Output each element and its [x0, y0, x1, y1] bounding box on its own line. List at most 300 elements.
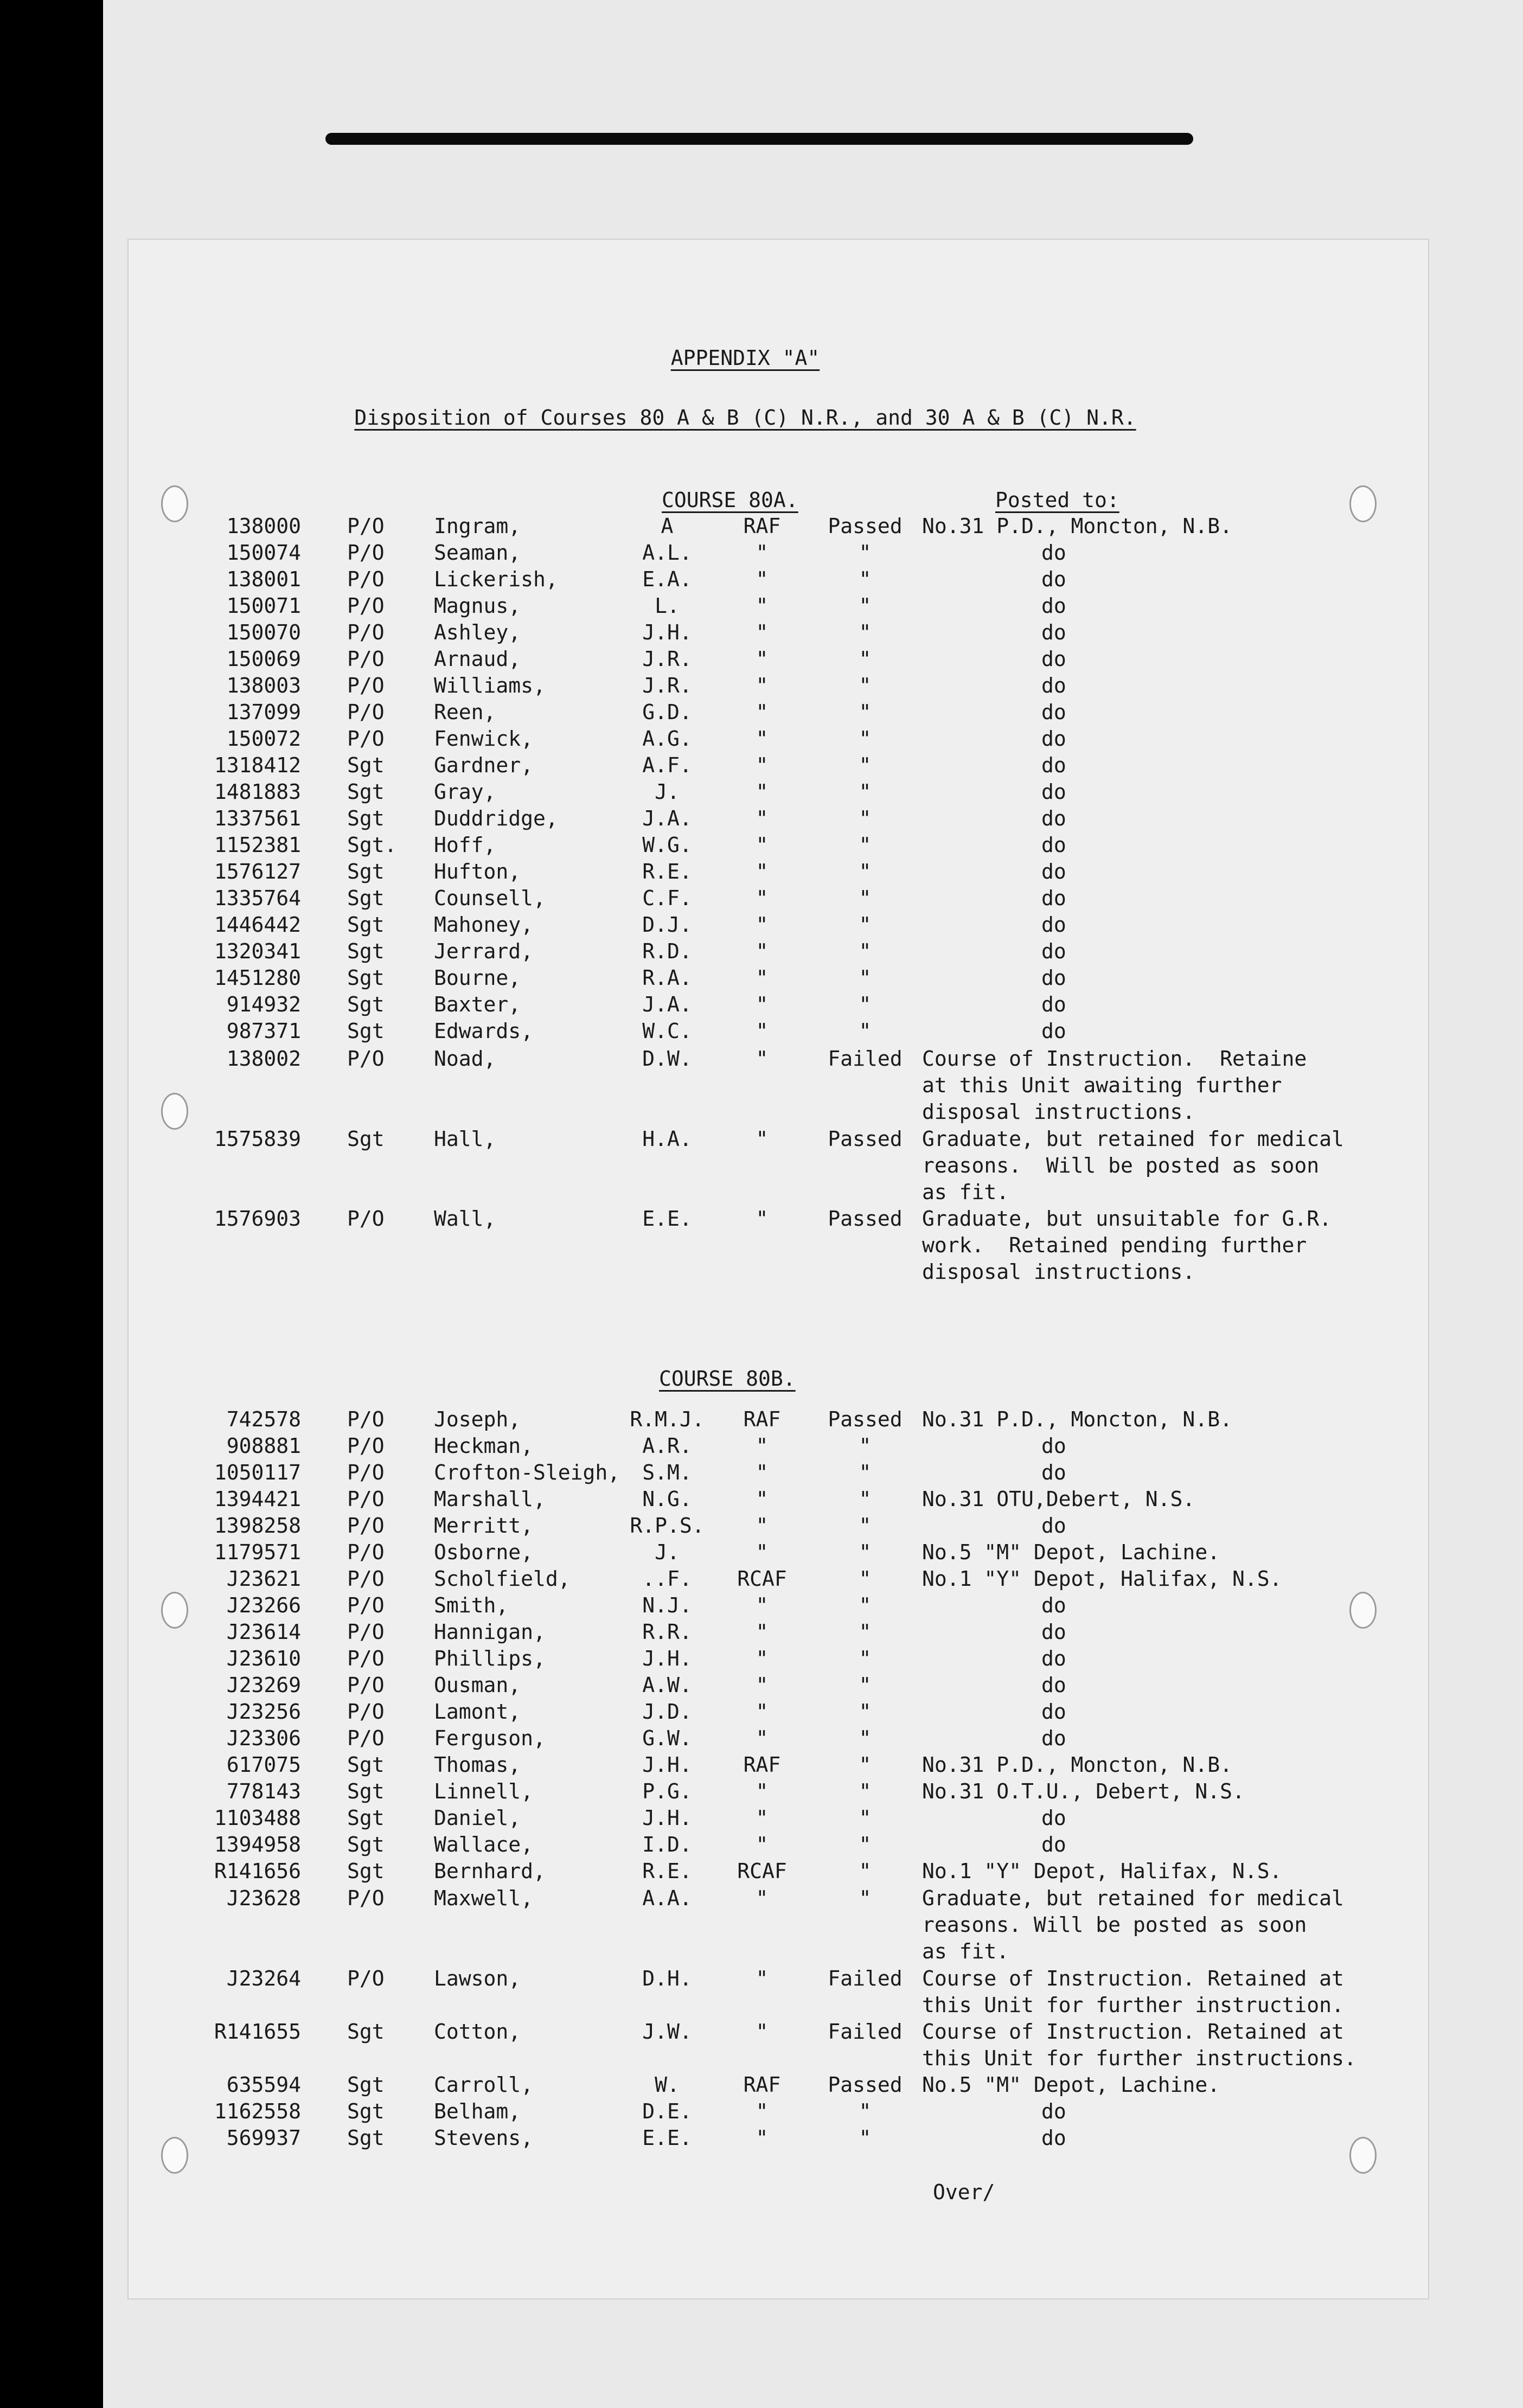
result: " [859, 860, 872, 883]
surname: Wallace, [434, 1833, 534, 1856]
table-row [0, 727, 1523, 753]
remarks-line: disposal instructions. [922, 1100, 1195, 1124]
result: " [859, 594, 872, 618]
initials: R.E. [642, 1859, 692, 1883]
rank: Sgt [347, 992, 385, 1016]
result: Failed [828, 1047, 903, 1071]
rank: Sgt [347, 2099, 385, 2123]
surname: Counsell, [434, 886, 546, 910]
initials: D.H. [642, 1967, 692, 1990]
surname: Seaman, [434, 541, 521, 565]
air-force: " [756, 886, 769, 910]
rank: P/O [347, 1886, 385, 1910]
surname: Cotton, [434, 2020, 521, 2044]
air-force: " [756, 860, 769, 883]
service-number: 150070 [226, 620, 301, 644]
table-row [0, 833, 1523, 859]
rank: P/O [347, 1434, 385, 1458]
initials: R.E. [642, 860, 692, 883]
surname: Osborne, [434, 1540, 534, 1564]
posted-to: do [1041, 567, 1066, 591]
posted-to: No.1 "Y" Depot, Halifax, N.S. [922, 1567, 1282, 1591]
surname: Marshall, [434, 1487, 546, 1511]
table-row [0, 620, 1523, 646]
table-row [0, 913, 1523, 939]
result: " [859, 2126, 872, 2150]
service-number: 617075 [226, 1753, 301, 1777]
initials: N.J. [642, 1593, 692, 1617]
posted-to: do [1041, 1806, 1066, 1830]
appendix-title: APPENDIX "A" [670, 346, 820, 370]
posted-to: No.5 "M" Depot, Lachine. [922, 1540, 1220, 1564]
table-row [0, 1806, 1523, 1832]
result: " [859, 1700, 872, 1724]
air-force: " [756, 833, 769, 857]
surname: Carroll, [434, 2073, 534, 2097]
posted-to: No.5 "M" Depot, Lachine. [922, 2073, 1220, 2097]
service-number: 1394421 [214, 1487, 301, 1511]
rank: P/O [347, 1461, 385, 1484]
initials: E.E. [642, 2126, 692, 2150]
initials: D.E. [642, 2099, 692, 2123]
rank: Sgt [347, 1127, 385, 1151]
table-row [0, 1461, 1523, 1487]
rank: P/O [347, 1207, 385, 1231]
service-number: J23614 [226, 1620, 301, 1644]
result: " [859, 727, 872, 751]
air-force: " [756, 700, 769, 724]
air-force: " [756, 594, 769, 618]
result: " [859, 780, 872, 804]
initials: H.A. [642, 1127, 692, 1151]
result: " [859, 1833, 872, 1856]
initials: W.G. [642, 833, 692, 857]
air-force: " [756, 2099, 769, 2123]
rank: P/O [347, 647, 385, 671]
initials: J.D. [642, 1700, 692, 1724]
air-force: " [756, 939, 769, 963]
posted-to: do [1041, 753, 1066, 777]
surname: Hall, [434, 1127, 496, 1151]
remarks-line: as fit. [922, 1939, 1009, 1963]
air-force: RAF [743, 1407, 781, 1431]
initials: J.H. [642, 620, 692, 644]
service-number: 150074 [226, 541, 301, 565]
air-force: RAF [743, 2073, 781, 2097]
posted-to: No.1 "Y" Depot, Halifax, N.S. [922, 1859, 1282, 1883]
service-number: J23628 [226, 1886, 301, 1910]
service-number: 1451280 [214, 966, 301, 990]
result: " [859, 806, 872, 830]
rank: Sgt [347, 780, 385, 804]
table-row [0, 674, 1523, 700]
surname: Duddridge, [434, 806, 558, 830]
service-number: 1394958 [214, 1833, 301, 1856]
posted-to: do [1041, 727, 1066, 751]
table-row [0, 1779, 1523, 1805]
result: " [859, 1779, 872, 1803]
initials: J.H. [642, 1806, 692, 1830]
initials: A.R. [642, 1434, 692, 1458]
surname: Heckman, [434, 1434, 534, 1458]
table-row [0, 1567, 1523, 1593]
table-row [0, 992, 1523, 1019]
air-force: " [756, 992, 769, 1016]
surname: Smith, [434, 1593, 509, 1617]
remarks-line: reasons. Will be posted as soon [922, 1154, 1320, 1177]
posted-to: do [1041, 620, 1066, 644]
posted-to: do [1041, 1700, 1066, 1724]
result: " [859, 1673, 872, 1697]
posted-to: do [1041, 780, 1066, 804]
service-number: 778143 [226, 1779, 301, 1803]
posted-to: do [1041, 1833, 1066, 1856]
rank: P/O [347, 1487, 385, 1511]
initials: P.G. [642, 1779, 692, 1803]
service-number: 914932 [226, 992, 301, 1016]
result: Passed [828, 514, 903, 538]
air-force: " [756, 674, 769, 697]
surname: Lawson, [434, 1967, 521, 1990]
surname: Hufton, [434, 860, 521, 883]
initials: J.R. [642, 674, 692, 697]
result: " [859, 966, 872, 990]
service-number: J23621 [226, 1567, 301, 1591]
surname: Arnaud, [434, 647, 521, 671]
rank: Sgt [347, 1833, 385, 1856]
surname: Lamont, [434, 1700, 521, 1724]
posted-to: do [1041, 2126, 1066, 2150]
rank: P/O [347, 1620, 385, 1644]
remarks-line: this Unit for further instructions. [922, 2046, 1356, 2070]
service-number: 1152381 [214, 833, 301, 857]
result: " [859, 1620, 872, 1644]
table-row [0, 1540, 1523, 1566]
page-footer-over: Over/ [933, 2180, 995, 2204]
service-number: 1162558 [214, 2099, 301, 2123]
course-80a-heading: COURSE 80A. [662, 488, 798, 512]
table-row [0, 1700, 1523, 1726]
air-force: " [756, 780, 769, 804]
rank: P/O [347, 1700, 385, 1724]
result: " [859, 992, 872, 1016]
result: " [859, 2099, 872, 2123]
table-row [0, 860, 1523, 886]
posted-to: do [1041, 966, 1066, 990]
air-force: " [756, 647, 769, 671]
result: " [859, 1434, 872, 1458]
table-row [0, 567, 1523, 593]
initials: A.L. [642, 541, 692, 565]
initials: D.J. [642, 913, 692, 937]
surname: Crofton-Sleigh, [434, 1461, 620, 1484]
result: " [859, 913, 872, 937]
rank: Sgt [347, 2020, 385, 2044]
initials: A.G. [642, 727, 692, 751]
table-row [0, 1434, 1523, 1460]
posted-to: No.31 OTU,Debert, N.S. [922, 1487, 1195, 1511]
initials: J.W. [642, 2020, 692, 2044]
air-force: " [756, 2020, 769, 2044]
surname: Maxwell, [434, 1886, 534, 1910]
rank: P/O [347, 1673, 385, 1697]
result: " [859, 1487, 872, 1511]
service-number: 1318412 [214, 753, 301, 777]
table-row [0, 700, 1523, 726]
remarks-line: Graduate, but retained for medical [922, 1886, 1344, 1910]
initials: E.A. [642, 567, 692, 591]
posted-to: do [1041, 860, 1066, 883]
initials: G.W. [642, 1726, 692, 1750]
remarks-line: disposal instructions. [922, 1260, 1195, 1284]
initials: R.D. [642, 939, 692, 963]
air-force: " [756, 1647, 769, 1670]
initials: L. [655, 594, 680, 618]
remarks-line: reasons. Will be posted as soon [922, 1913, 1307, 1937]
rank: Sgt [347, 1806, 385, 1830]
service-number: 1576903 [214, 1207, 301, 1231]
posted-to-heading: Posted to: [995, 488, 1119, 512]
service-number: 150071 [226, 594, 301, 618]
rank: Sgt [347, 1859, 385, 1883]
surname: Baxter, [434, 992, 521, 1016]
surname: Magnus, [434, 594, 521, 618]
service-number: J23269 [226, 1673, 301, 1697]
result: " [859, 833, 872, 857]
service-number: 1050117 [214, 1461, 301, 1484]
remarks-line: Course of Instruction. Retaine [922, 1047, 1307, 1071]
service-number: 1320341 [214, 939, 301, 963]
posted-to: do [1041, 1461, 1066, 1484]
air-force: RAF [743, 1753, 781, 1777]
result: " [859, 1567, 872, 1591]
service-number: 138002 [226, 1047, 301, 1071]
air-force: " [756, 1540, 769, 1564]
table-row [0, 1620, 1523, 1646]
surname: Reen, [434, 700, 496, 724]
initials: D.W. [642, 1047, 692, 1071]
surname: Ingram, [434, 514, 521, 538]
surname: Edwards, [434, 1019, 534, 1043]
table-row [0, 1673, 1523, 1699]
surname: Ashley, [434, 620, 521, 644]
service-number: 138000 [226, 514, 301, 538]
initials: J.H. [642, 1647, 692, 1670]
rank: Sgt [347, 2073, 385, 2097]
air-force: " [756, 1487, 769, 1511]
result: Passed [828, 1207, 903, 1231]
initials: J. [655, 780, 680, 804]
service-number: R141656 [214, 1859, 301, 1883]
rank: Sgt [347, 966, 385, 990]
rank: Sgt [347, 939, 385, 963]
rank: Sgt [347, 860, 385, 883]
service-number: 908881 [226, 1434, 301, 1458]
service-number: 987371 [226, 1019, 301, 1043]
surname: Gardner, [434, 753, 534, 777]
surname: Jerrard, [434, 939, 534, 963]
air-force: " [756, 1047, 769, 1071]
table-row [0, 966, 1523, 992]
service-number: 1398258 [214, 1514, 301, 1538]
air-force: RCAF [737, 1567, 787, 1591]
initials: J.A. [642, 806, 692, 830]
air-force: " [756, 1207, 769, 1231]
result: Failed [828, 2020, 903, 2044]
surname: Wall, [434, 1207, 496, 1231]
table-row [0, 1753, 1523, 1779]
air-force: " [756, 727, 769, 751]
remarks-line: Course of Instruction. Retained at [922, 2020, 1344, 2044]
air-force: " [756, 1673, 769, 1697]
service-number: 150072 [226, 727, 301, 751]
surname: Daniel, [434, 1806, 521, 1830]
table-row [0, 2073, 1523, 2099]
initials: A [661, 514, 674, 538]
remarks-line: as fit. [922, 1180, 1009, 1204]
initials: S.M. [642, 1461, 692, 1484]
air-force: " [756, 753, 769, 777]
air-force: " [756, 620, 769, 644]
service-number: 1335764 [214, 886, 301, 910]
initials: J.R. [642, 647, 692, 671]
surname: Mahoney, [434, 913, 534, 937]
table-row [0, 1487, 1523, 1513]
rank: P/O [347, 1593, 385, 1617]
rank: Sgt [347, 1779, 385, 1803]
surname: Ferguson, [434, 1726, 546, 1750]
service-number: 138003 [226, 674, 301, 697]
table-row [0, 541, 1523, 567]
initials: R.P.S. [630, 1514, 705, 1538]
air-force: " [756, 1461, 769, 1484]
rank: Sgt [347, 886, 385, 910]
initials: ..F. [642, 1567, 692, 1591]
binder-bar [325, 133, 1193, 145]
rank: P/O [347, 514, 385, 538]
air-force: " [756, 2126, 769, 2150]
service-number: R141655 [214, 2020, 301, 2044]
surname: Belham, [434, 2099, 521, 2123]
rank: P/O [347, 1407, 385, 1431]
posted-to: do [1041, 1514, 1066, 1538]
surname: Fenwick, [434, 727, 534, 751]
posted-to: No.31 P.D., Moncton, N.B. [922, 1753, 1232, 1777]
result: " [859, 1019, 872, 1043]
air-force: " [756, 806, 769, 830]
air-force: " [756, 1019, 769, 1043]
air-force: " [756, 913, 769, 937]
posted-to: do [1041, 541, 1066, 565]
posted-to: do [1041, 594, 1066, 618]
service-number: 1576127 [214, 860, 301, 883]
posted-to: do [1041, 647, 1066, 671]
initials: W. [655, 2073, 680, 2097]
posted-to: do [1041, 1434, 1066, 1458]
service-number: 137099 [226, 700, 301, 724]
service-number: J23306 [226, 1726, 301, 1750]
document-subtitle: Disposition of Courses 80 A & B (C) N.R., and 30 A & B (C) N.R. [354, 406, 1136, 430]
posted-to: do [1041, 1647, 1066, 1670]
service-number: 1103488 [214, 1806, 301, 1830]
remarks-line: Graduate, but unsuitable for G.R. [922, 1207, 1332, 1231]
air-force: " [756, 541, 769, 565]
air-force: " [756, 1700, 769, 1724]
result: " [859, 541, 872, 565]
service-number: 1446442 [214, 913, 301, 937]
rank: Sgt. [347, 833, 397, 857]
air-force: " [756, 1593, 769, 1617]
table-row [0, 1514, 1523, 1540]
course-80b-heading: COURSE 80B. [659, 1367, 796, 1391]
posted-to: do [1041, 806, 1066, 830]
rank: P/O [347, 567, 385, 591]
result: " [859, 886, 872, 910]
air-force: " [756, 1726, 769, 1750]
posted-to: do [1041, 674, 1066, 697]
result: Passed [828, 1127, 903, 1151]
posted-to: do [1041, 1019, 1066, 1043]
air-force: " [756, 1620, 769, 1644]
remarks-line: at this Unit awaiting further [922, 1073, 1282, 1097]
table-row [0, 1019, 1523, 1045]
service-number: J23266 [226, 1593, 301, 1617]
service-number: 1575839 [214, 1127, 301, 1151]
initials: A.F. [642, 753, 692, 777]
initials: N.G. [642, 1487, 692, 1511]
result: " [859, 1859, 872, 1883]
result: " [859, 647, 872, 671]
posted-to: do [1041, 1673, 1066, 1697]
air-force: " [756, 1127, 769, 1151]
posted-to: do [1041, 913, 1066, 937]
service-number: J23264 [226, 1967, 301, 1990]
initials: G.D. [642, 700, 692, 724]
service-number: 138001 [226, 567, 301, 591]
service-number: 1481883 [214, 780, 301, 804]
service-number: 569937 [226, 2126, 301, 2150]
posted-to: do [1041, 833, 1066, 857]
surname: Scholfield, [434, 1567, 571, 1591]
initials: E.E. [642, 1207, 692, 1231]
result: Passed [828, 1407, 903, 1431]
table-row [0, 2099, 1523, 2125]
initials: W.C. [642, 1019, 692, 1043]
rank: P/O [347, 1647, 385, 1670]
table-row [0, 939, 1523, 965]
result: " [859, 700, 872, 724]
posted-to: No.31 P.D., Moncton, N.B. [922, 1407, 1232, 1431]
posted-to: do [1041, 1726, 1066, 1750]
posted-to: do [1041, 700, 1066, 724]
result: " [859, 1461, 872, 1484]
punch-hole [161, 1093, 188, 1130]
surname: Gray, [434, 780, 496, 804]
posted-to: do [1041, 1593, 1066, 1617]
rank: P/O [347, 594, 385, 618]
service-number: 1337561 [214, 806, 301, 830]
air-force: " [756, 1434, 769, 1458]
table-row [0, 1859, 1523, 1885]
initials: A.W. [642, 1673, 692, 1697]
rank: Sgt [347, 2126, 385, 2150]
rank: Sgt [347, 913, 385, 937]
rank: P/O [347, 727, 385, 751]
rank: P/O [347, 620, 385, 644]
table-row [0, 1407, 1523, 1433]
initials: R.A. [642, 966, 692, 990]
table-row [0, 647, 1523, 673]
